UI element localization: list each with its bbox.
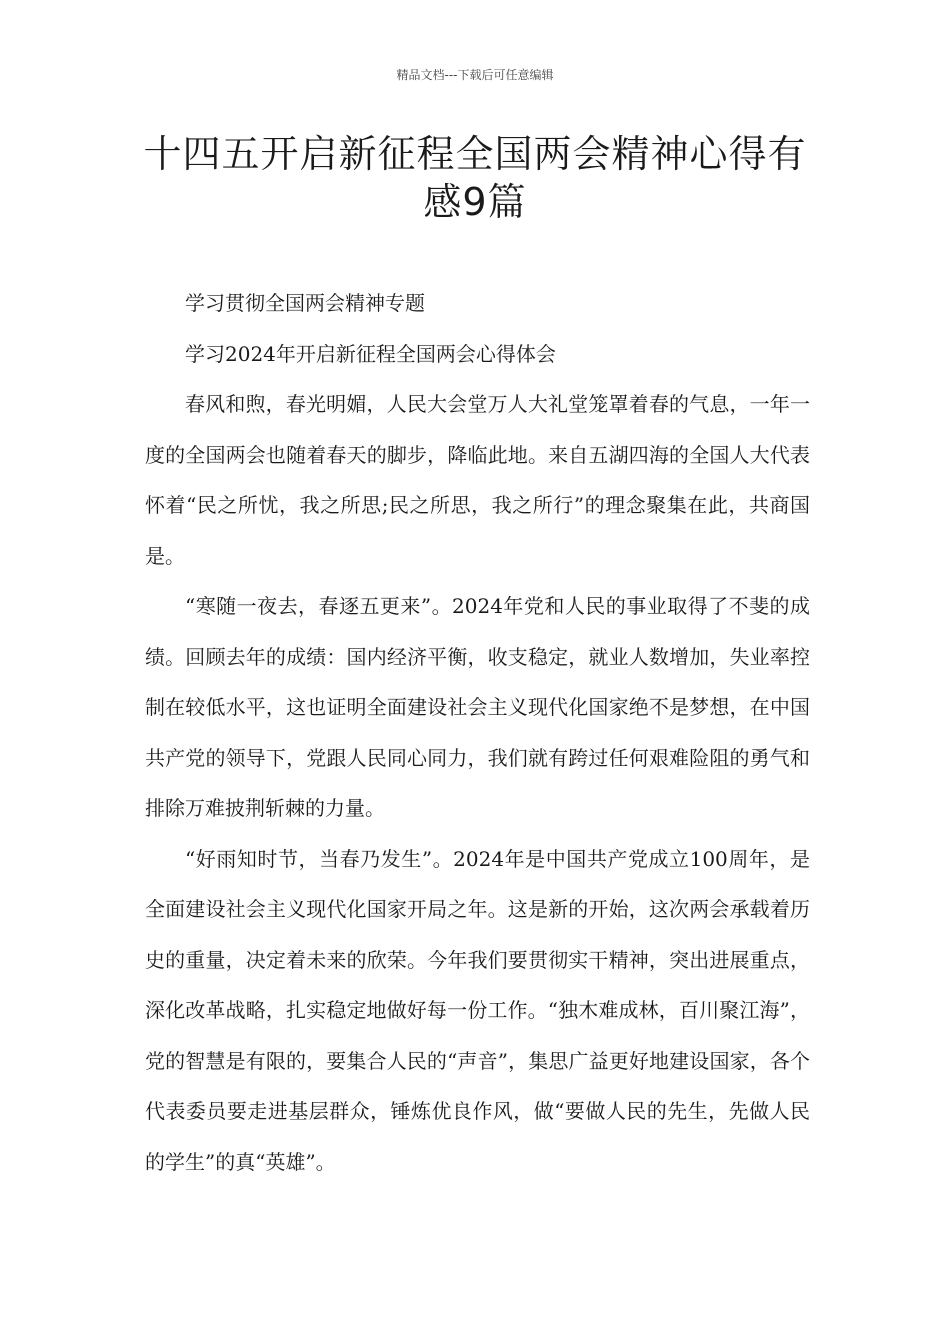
- document-title: 十四五开启新征程全国两会精神心得有感9篇: [143, 132, 807, 224]
- document-body: [145, 278, 810, 1187]
- paragraph-subtitle-2: 学习2024年开启新征程全国两会心得体会: [185, 341, 556, 366]
- header-note: 精品文档---下载后可任意编辑: [396, 68, 554, 82]
- paragraph: “寒随一夜去，春逐五更来”。2024年党和人民的事业取得了不斐的成绩。回顾去年的成绩：国内经济平衡，收支稳定，就业人数增加，失业率控制在较低水平，这也证明全面建设社会主义现代化国家绝不是梦想，在中国共产党的领导下，党跟人民同心同力，我们就有跨过任何艰难险阻的勇气和排除万难披荆斩棘的力量。: [145, 594, 810, 820]
- paragraph-subtitle-1: 学习贯彻全国两会精神专题: [185, 291, 425, 315]
- paragraph: “好雨知时节，当春乃发生”。2024年是中国共产党成立100周年，是全面建设社会主义现代化国家开局之年。这是新的开始，这次两会承载着历史的重量，决定着未来的欣荣。今年我们要贯彻实干精神，突出进展重点，深化改革战略，扎实稳定地做好每一份工作。“独木难成林，百川聚江海”，党的智慧是有限的，要集合人民的“声音”，集思广益更好地建设国家，各个代表委员要走进基层群众，锤炼优良作风，做“要做人民的先生，先做人民的学生”的真“英雄”。: [145, 846, 810, 1174]
- paragraph: 春风和煦，春光明媚，人民大会堂万人大礼堂笼罩着春的气息，一年一度的全国两会也随着春天的脚步，降临此地。来自五湖四海的全国人大代表怀着“民之所忧，我之所思;民之所思，我之所行”的理念聚集在此，共商国是。: [145, 392, 810, 568]
